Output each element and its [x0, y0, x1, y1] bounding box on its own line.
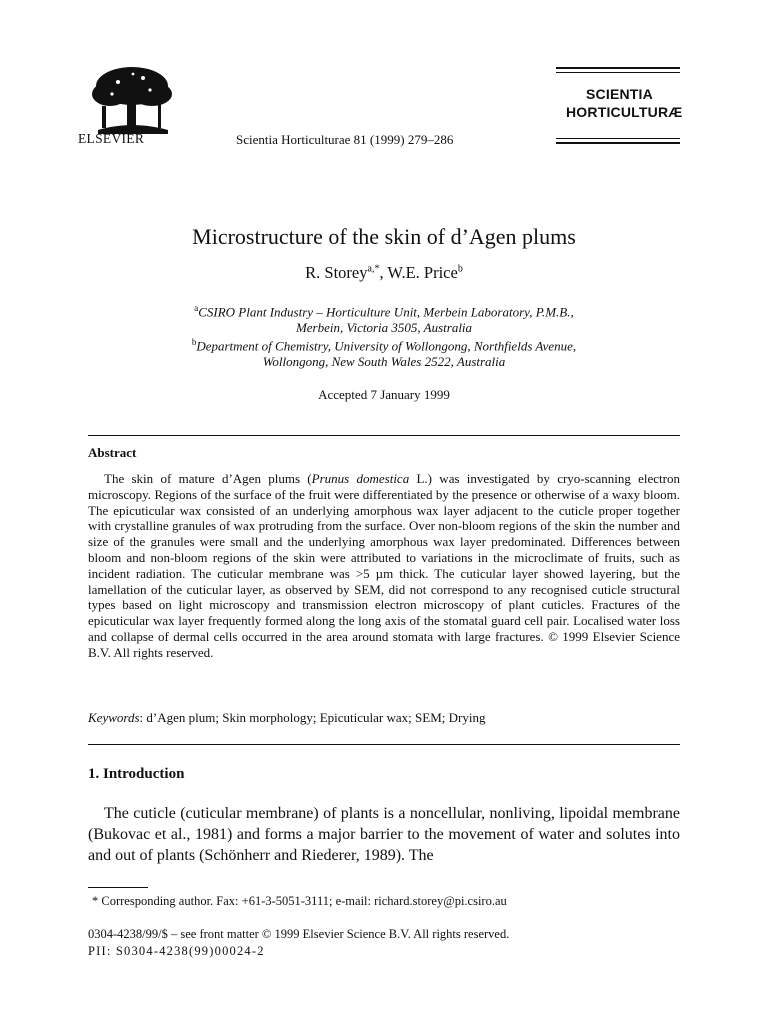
journal-title-rule-top — [556, 67, 680, 69]
journal-title-line1: SCIENTIA — [586, 86, 653, 102]
author-affiliation-marks: a,* — [367, 263, 380, 275]
abstract-text: L.) was investigated by cryo-scanning electron microscopy. Regions of the surface of the fruit were differentiated by the presence or otherwise of a waxy bloom. The epicuticular wax consisted of an underlying amorphous wax layer adjacent to the cuticle proper together with crystalline granules of wax protruding from the surface. Over non-bloom regions of the skin the number and size of the granules were small and the underlying amorphous wax layer predominated. Differences between bloom and non-bloom regions of the skin were attributed to variations in the microclimate of fruits, such as incident radiation. The cuticular membrane was >5 µm thick. The cuticular layer showed layering, but the lamellation of the cuticular layer, as observed by SEM, did not correspond to any recognised cuticle structural types based on light microscopy and transmission electron microscopy of plant cuticles. Fractures of the epicuticular wax layer frequently formed along the long axis of the stomatal guard cell pair. Localised water loss and collapse of dermal cells occurred in the area around stomata with large fractures. © 1999 Elsevier Science B.V. All rights reserved. — [88, 471, 680, 660]
journal-title-rule-bottom-thin — [556, 138, 680, 139]
keywords-list: : d’Agen plum; Skin morphology; Epicuticular wax; SEM; Drying — [139, 710, 486, 725]
author-affiliation-marks: b — [457, 263, 463, 275]
species-name: Prunus domestica — [311, 471, 410, 486]
abstract-rule-bottom — [88, 744, 680, 745]
abstract-heading: Abstract — [88, 445, 137, 460]
affiliation-line: CSIRO Plant Industry – Horticulture Unit, Merbein Laboratory, P.M.B., — [198, 304, 574, 320]
corresponding-author-footnote: * Corresponding author. Fax: +61-3-5051-3111; e-mail: richard.storey@pi.csiro.au — [92, 894, 507, 908]
affiliation-a — [0, 303, 768, 320]
affiliation-b — [0, 337, 768, 354]
affiliation-b-line2: Wollongong, New South Wales 2522, Australia — [262, 354, 506, 369]
journal-title-line2: HORTICULTURÆ — [566, 104, 683, 120]
journal-title-rule-top-thin — [556, 72, 680, 73]
author-name: R. Storey — [305, 263, 368, 282]
elsevier-tree-logo — [88, 64, 176, 134]
affiliation-mark: b — [191, 337, 197, 347]
affiliation-a-line2: Merbein, Victoria 3505, Australia — [295, 320, 473, 335]
author-separator: , — [379, 263, 388, 282]
journal-citation: Scientia Horticulturae 81 (1999) 279–286 — [236, 132, 454, 147]
keywords — [88, 710, 485, 726]
affiliation-line: Department of Chemistry, University of Wollongong, Northfields Avenue, — [196, 338, 577, 354]
abstract-body — [88, 471, 680, 661]
section-heading-introduction: 1. Introduction — [88, 766, 185, 782]
abstract-text: The skin of mature d’Agen plums ( — [104, 471, 312, 486]
footnote-rule — [88, 887, 148, 888]
publisher-name: ELSEVIER — [78, 131, 145, 146]
accepted-date: Accepted 7 January 1999 — [318, 387, 450, 402]
author-name: W.E. Price — [387, 263, 458, 282]
journal-title-rule-bottom — [556, 142, 680, 144]
author-list — [0, 263, 768, 283]
introduction-body: The cuticle (cuticular membrane) of plants is a noncellular, nonliving, lipoidal membrane (Bukovac et al., 1981) and forms a major barrier to the movement of water and solutes into and out of plants (Schönherr and Riederer, 1989). The — [88, 805, 680, 864]
pii-line: PII: S0304-4238(99)00024-2 — [88, 944, 265, 958]
issn-line: 0304-4238/99/$ – see front matter © 1999 Elsevier Science B.V. All rights reserved. — [88, 927, 510, 941]
affiliation-mark: a — [194, 303, 199, 313]
abstract-rule-top — [88, 435, 680, 436]
keywords-label: Keywords — [88, 710, 140, 725]
article-title: Microstructure of the skin of d’Agen plums — [192, 224, 576, 249]
